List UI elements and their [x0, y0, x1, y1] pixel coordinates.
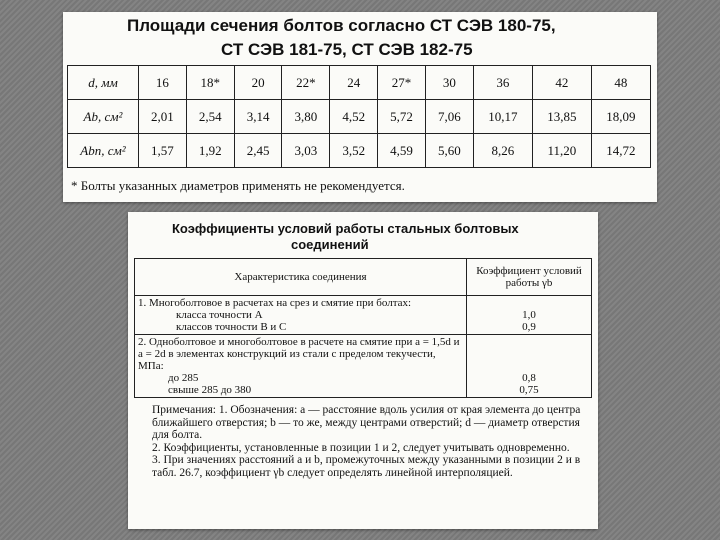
bolt-table-cell: 3,14 — [234, 100, 282, 134]
coef-note-3: 3. При значениях расстояний a и b, промежуточных между указанными в позиции 2 и в табл. 26.7, коэффициент γb следует определять линейной интерполяцией. — [152, 454, 581, 479]
coef-row-2-desc: 2. Одноболтовое и многоболтовое в расчете на смятие при a = 1,5d и a = 2d в элементах конструкций из стали с пределом текучести, МПа: — [138, 336, 460, 372]
coef-row-1-val2: 0,9 — [522, 321, 536, 333]
coef-title-line1: Коэффициенты условий работы стальных болтовых — [172, 221, 519, 236]
coef-title-line2: соединений — [291, 237, 369, 252]
bolt-table-cell: 11,20 — [532, 134, 591, 168]
coef-header-coefficient: Коэффициент условий работы γb — [467, 259, 592, 296]
coef-header-characteristic: Характеристика соединения — [135, 259, 467, 296]
bolt-table-cell: 3,80 — [282, 100, 330, 134]
coef-row-1-desc: 1. Многоболтовое в расчетах на срез и смятие при болтах: — [138, 297, 412, 309]
bolt-table-row — [68, 100, 651, 134]
bolt-table-cell: 1,57 — [139, 134, 187, 168]
bolt-table-cell: 4,52 — [330, 100, 378, 134]
bolt-table-cell: 14,72 — [591, 134, 650, 168]
coef-row-2-text — [135, 335, 467, 398]
bolt-table-cell: 2,01 — [139, 100, 187, 134]
bolt-table-row-label: d, мм — [68, 66, 139, 100]
bolt-table-cell: 30 — [425, 66, 473, 100]
coef-row-2-values — [467, 335, 592, 398]
bolt-table-cell: 20 — [234, 66, 282, 100]
bolt-table-cell: 18* — [186, 66, 234, 100]
coefficients-scan — [128, 212, 598, 529]
bolt-table-row — [68, 66, 651, 100]
coef-row-2-sub2: свыше 285 до 380 — [168, 384, 252, 396]
bolt-table-row — [68, 134, 651, 168]
bolt-table-cell: 27* — [378, 66, 426, 100]
coef-row-1-val1: 1,0 — [522, 309, 536, 321]
bolt-table-cell: 1,92 — [186, 134, 234, 168]
bolt-area-scan — [63, 12, 657, 202]
bolt-table-cell: 48 — [591, 66, 650, 100]
bolt-table-row-label: Abn, см² — [68, 134, 139, 168]
coef-row-2-val1: 0,8 — [522, 372, 536, 384]
coef-header-row — [135, 259, 592, 296]
bolt-table-cell: 18,09 — [591, 100, 650, 134]
coef-row-1-sub1: класса точности A — [176, 309, 263, 321]
bolt-table-cell: 13,85 — [532, 100, 591, 134]
coef-note-1: Примечания: 1. Обозначения: a — расстояние вдоль усилия от края элемента до центра ближайшего отверстия; b — то же, между центрами отверстий; d — диаметр отверстия для болта. — [152, 404, 581, 441]
coef-row-1-sub2: классов точности B и C — [176, 321, 287, 333]
bolt-table-cell: 5,60 — [425, 134, 473, 168]
bolt-table-cell: 2,45 — [234, 134, 282, 168]
bolt-footnote: * Болты указанных диаметров применять не рекомендуется. — [71, 178, 405, 193]
footnote-divider — [69, 167, 224, 168]
bolt-table-cell: 24 — [330, 66, 378, 100]
coef-notes — [152, 404, 592, 479]
bolt-table-cell: 8,26 — [473, 134, 532, 168]
bolt-table-cell: 7,06 — [425, 100, 473, 134]
bolt-table-cell: 3,52 — [330, 134, 378, 168]
coef-row-2-val2: 0,75 — [519, 384, 539, 396]
coef-note-2: 2. Коэффициенты, установленные в позиции 1 и 2, следует учитывать одновременно. — [152, 441, 570, 454]
bolt-table-cell: 16 — [139, 66, 187, 100]
bolt-area-title-line2: СТ СЭВ 181-75, СТ СЭВ 182-75 — [221, 40, 473, 59]
coef-row-1 — [135, 296, 592, 335]
coef-row-1-text — [135, 296, 467, 335]
bolt-table-cell: 22* — [282, 66, 330, 100]
coef-table — [134, 258, 592, 398]
bolt-area-table — [67, 65, 651, 168]
coef-row-2-sub1: до 285 — [168, 372, 199, 384]
bolt-table-row-label: Ab, см² — [68, 100, 139, 134]
bolt-table-cell: 42 — [532, 66, 591, 100]
bolt-table-cell: 4,59 — [378, 134, 426, 168]
bolt-table-cell: 2,54 — [186, 100, 234, 134]
bolt-table-cell: 36 — [473, 66, 532, 100]
bolt-area-title-line1: Площади сечения болтов согласно СТ СЭВ 180-75, — [127, 16, 556, 35]
coef-row-1-values — [467, 296, 592, 335]
bolt-table-cell: 3,03 — [282, 134, 330, 168]
bolt-table-cell: 10,17 — [473, 100, 532, 134]
bolt-table-cell: 5,72 — [378, 100, 426, 134]
coef-row-2 — [135, 335, 592, 398]
